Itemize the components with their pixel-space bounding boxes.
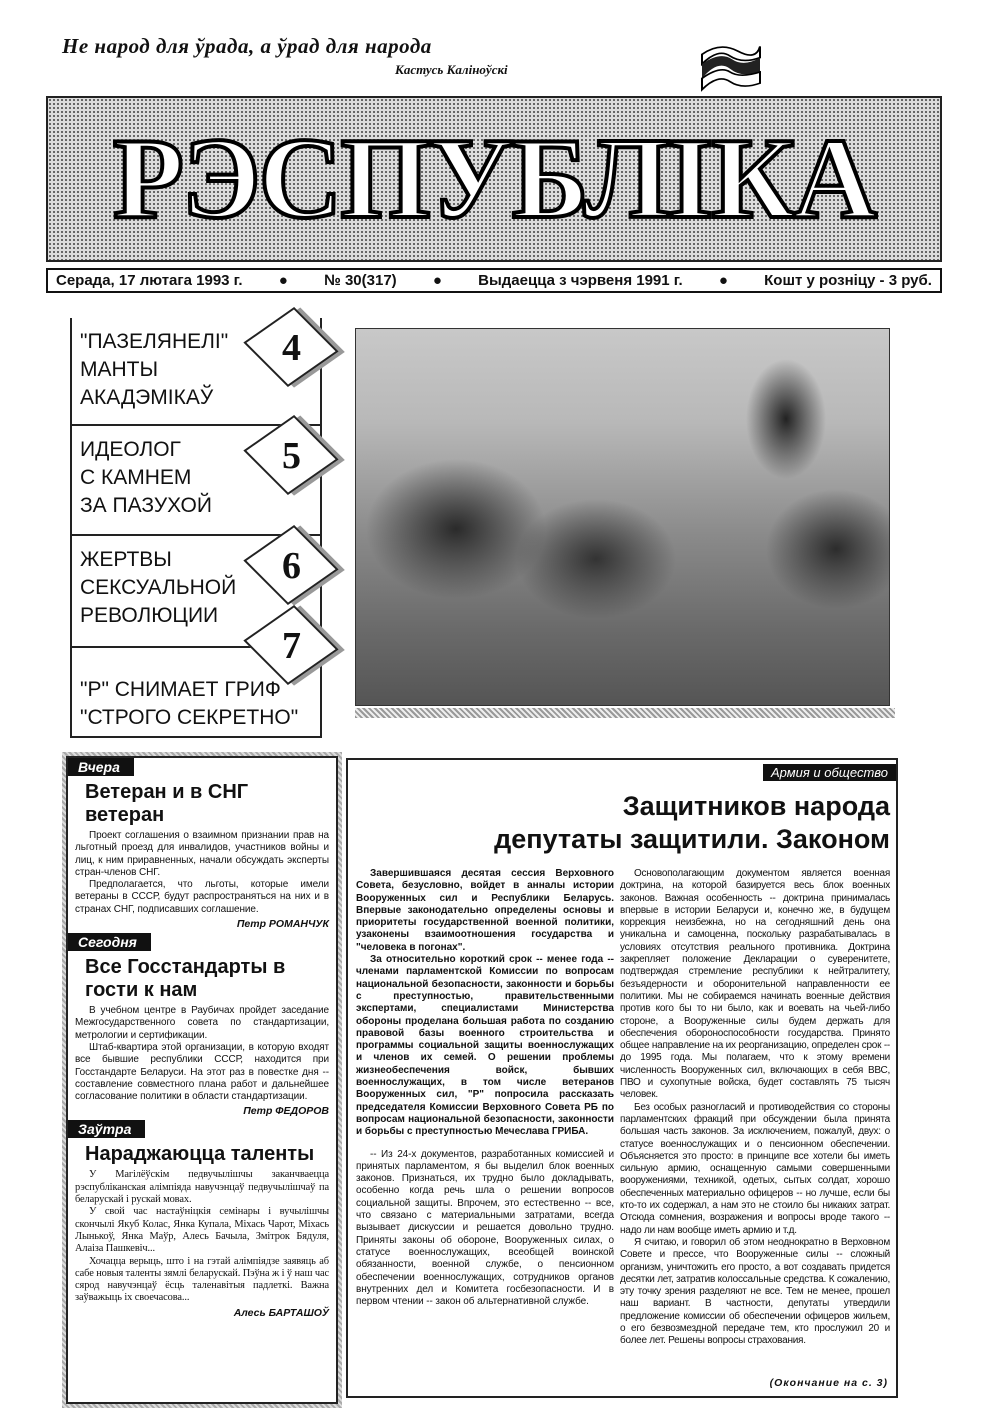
brief-tag: Заўтра [68, 1120, 145, 1138]
teaser-line: "СТРОГО СЕКРЕТНО" [80, 706, 299, 729]
issue-date: Серада, 17 лютага 1993 г. [56, 272, 243, 289]
article-title-line: депутаты защитили. Законом [494, 824, 890, 854]
brief-author: Петр РОМАНЧУК [236, 918, 329, 931]
teaser-line: АКАДЭМІКАЎ [80, 386, 214, 409]
teaser-line: РЕВОЛЮЦИИ [80, 604, 219, 627]
front-photo [355, 328, 890, 706]
brief [75, 933, 329, 1118]
article-paragraph: Без особых разногласий и противодействия со стороны парламентских фракций при обсуждении была принята большая часть законов. За исключением, пожалуй, двух: о статусе военнослужащих и о пенсионном обеспечении. Объясняется это просто: в принципе все хотели бы иметь сильную армию, оснащенную самыми совершенными вооружениями, техникой, одетых, сытых солдат, хорошо обеспеченных материально офицеров -- но лучше, если бы кто-то их содержал, а нам это не стоило бы никаких затрат. Отсюда сомнения, возражения и вопросы вроде такого -- надо ли нам вообще иметь армию и т.д. [620, 1101, 890, 1236]
article-paragraph: Я считаю, и говорил об этом неоднократно в Верховном Совете и прессе, что Вооруженные силы -- сложный организм, уничтожить его просто, а вот создавать придется десятки лет, затратив колоссальные средства. К сожалению, эту точку зрения разделяют не все. Тем не менее, прошел наш вариант. В частности, депутаты утвердили предложение комиссии об обеспечении офицеров жильем, о его безвозмездной передаче тем, кто прослужил 20 и более лет. Решены вопросы страхования. [620, 1236, 890, 1347]
published-since: Выдаецца з чэрвеня 1991 г. [478, 272, 683, 289]
price: Кошт у розніцу - 3 руб. [764, 272, 932, 289]
brief-author: Алесь БАРТАШОЎ [233, 1306, 329, 1319]
brief-tag: Вчера [68, 758, 134, 776]
teaser-line: С КАМНЕМ [80, 466, 192, 489]
article-lead-paragraph: За относительно короткий срок -- менее года -- членами парламентской Комиссии по вопросам национальной безопасности, законности и борьбы с преступностью, правительственными экспертами, специалистами Министерства обороны проделана большая работа по созданию правовой базы военного строительства и программы социальной защиты военнослужащих и членов их семей. О решении проблемы жизнеобеспечения войск, бывших военнослужащих, в том числе ветеранов Вооруженных сил, "Р" попросила рассказать председателя Комиссии Верховного Совета РБ по вопросам национальной безопасности, законности и борьбы с преступностью Мечеслава ГРИБА. [356, 954, 614, 1138]
page-number: 4 [282, 327, 301, 369]
article-column-2 [620, 868, 890, 1348]
article-paragraph: -- Из 24-х документов, разработанных комиссией и принятых парламентом, я бы выделил блок военных законов. Признаться, их трудно было докладывать, особенно когда речь шла о решении вопросов социальной защиты. Впрочем, это естественно -- все, что связано с материальными затратами, всегда вызывает дискуссии и решается довольно трудно. Приняты законы об обороне, Вооруженных силах, о статусе военнослужащих, всеобщей воинской обязанности, военной службе, о пенсионном обеспечении военнослужащих, сотрудников органов внутренних дел и Комитета госбезопасности. И в первом чтении -- закон об альтернативной службе. [356, 1148, 614, 1308]
brief-paragraph: Хочацца верыць, што і на гэтай алімпіядзе заявяць аб сабе новыя таленты зямлі беларускай. Пэўна ж і ў наш час сярод навучэнцаў ёсць таленавітыя падлеткі. Важна заўважыць іх своечасова... [75, 1255, 329, 1304]
page-number: 6 [282, 545, 301, 587]
page-number: 5 [282, 435, 301, 477]
article-title-line: Защитников народа [622, 791, 890, 821]
continued-note: (Окончание на с. 3) [769, 1377, 888, 1389]
bullet-icon: ● [432, 272, 442, 289]
article-lead-paragraph: Завершившаяся десятая сессия Верховного Совета, безусловно, войдет в анналы истории Вооруженных сил и Республики Беларусь. Впервые законодательно определены основы и приоритеты государственной военной политики, узаконены взаимоотношения государства и "человека в погонах". [356, 868, 614, 953]
article-rubric: Армия и общество [763, 764, 896, 781]
main-article [346, 758, 898, 1398]
motto: Не народ для ўрада, а ўрад для народа [62, 34, 432, 58]
brief-paragraph: У свой час настаўніцкія семінары і вучылішчы скончылі Якуб Колас, Янка Купала, Міхась Чарот, Міхась Лынькоў, Янка Маўр, Алесь Бачыла, Змітрок Бядуля, Алаіза Пашкевіч... [75, 1206, 329, 1255]
news-briefs-inner [66, 756, 338, 1404]
brief-headline: Все Госстандарты в гости к нам [85, 956, 286, 1002]
teaser-line: ЖЕРТВЫ [80, 548, 172, 571]
photo-shadow [355, 708, 895, 718]
teaser-line: "Р" СНИМАЕТ ГРИФ [80, 678, 281, 701]
news-briefs [62, 752, 342, 1408]
brief-paragraph: Предполагается, что льготы, которые имели ветераны в СССР, будут распространяться на них и в странах СНГ, подписавших соглашение. [75, 879, 329, 915]
newspaper-title: РЭСПУБЛІКА [113, 115, 875, 243]
page-number: 7 [282, 625, 301, 667]
bullet-icon: ● [718, 272, 728, 289]
brief-paragraph: У Магілёўскім педвучылішчы заканчваецца рэспубліканская алімпіяда навучэнцаў педвучылішчаў па беларускай і рускай мовах. [75, 1169, 329, 1206]
brief-paragraph: В учебном центре в Раубичах пройдет заседание Межгосударственного совета по стандартизации, метрологии и сертификации. [75, 1005, 329, 1041]
motto-author: Кастусь Каліноўскі [395, 62, 508, 77]
teaser-line: МАНТЫ [80, 358, 159, 381]
flag-icon [700, 40, 762, 96]
article-title [494, 790, 890, 856]
teaser-line: СЕКСУАЛЬНОЙ [80, 576, 237, 599]
teasers [70, 318, 322, 738]
date-bar [46, 268, 942, 293]
issue-number: № 30(317) [324, 272, 397, 289]
article-paragraph: Основополагающим документом является военная доктрина, на которой базируется весь блок военных законов. Важная особенность -- доктрина принималась впервые в истории Беларуси и, конечно же, в будущем коррекция неизбежна, но на сегодняшний день она уникальна и самоценна, поскольку разрабатывалась в условиях отсутствия реального противника. Доктрина закрепляет положение Декларации о суверенитете, подтверждая стремление республики к нейтралитету, безъядерности и оборонительной направленности ее политики. Мы не собираемся начинать военные действия против кого бы то ни было, как и воевать на чьей-либо стороне, а Вооруженные силы будем держать для обеспечения обороноспособности государства. Принято общее направление на их реорганизацию, определен срок -- до 1995 года. Мы полагаем, что к этому времени численность Вооруженных сил, включающих в себя ВВС, ПВО и сухопутные войска, будет составлять 75 тысяч человек. [620, 868, 890, 1101]
brief-author: Петр ФЕДОРОВ [243, 1105, 329, 1118]
teaser-line: ЗА ПАЗУХОЙ [80, 494, 212, 517]
teaser-line: ИДЕОЛОГ [80, 438, 181, 461]
brief-headline: Нараджаюцца таленты [85, 1143, 315, 1166]
brief-paragraph: Проект соглашения о взаимном признании прав на льготный проезд для инвалидов, участников войны и лиц, к ним приравненных, начали обсуждать эксперты стран-членов СНГ. [75, 830, 329, 878]
brief [75, 1120, 329, 1319]
spacer [356, 1139, 614, 1149]
brief-tag: Сегодня [68, 933, 151, 951]
bullet-icon: ● [278, 272, 288, 289]
teaser-line: "ПАЗЕЛЯНЕЛІ" [80, 330, 229, 353]
article-column-1 [356, 868, 614, 1308]
brief [75, 758, 329, 931]
brief-paragraph: Штаб-квартира этой организации, в которую входят все бывшие республики СССР, находится при Госстандарте Беларуси. На этот раз в повестке дня -- составление совместного плана работ и дальнейшее согласование политики в области стандартизации. [75, 1041, 329, 1103]
brief-headline: Ветеран и в СНГ ветеран [85, 781, 249, 826]
